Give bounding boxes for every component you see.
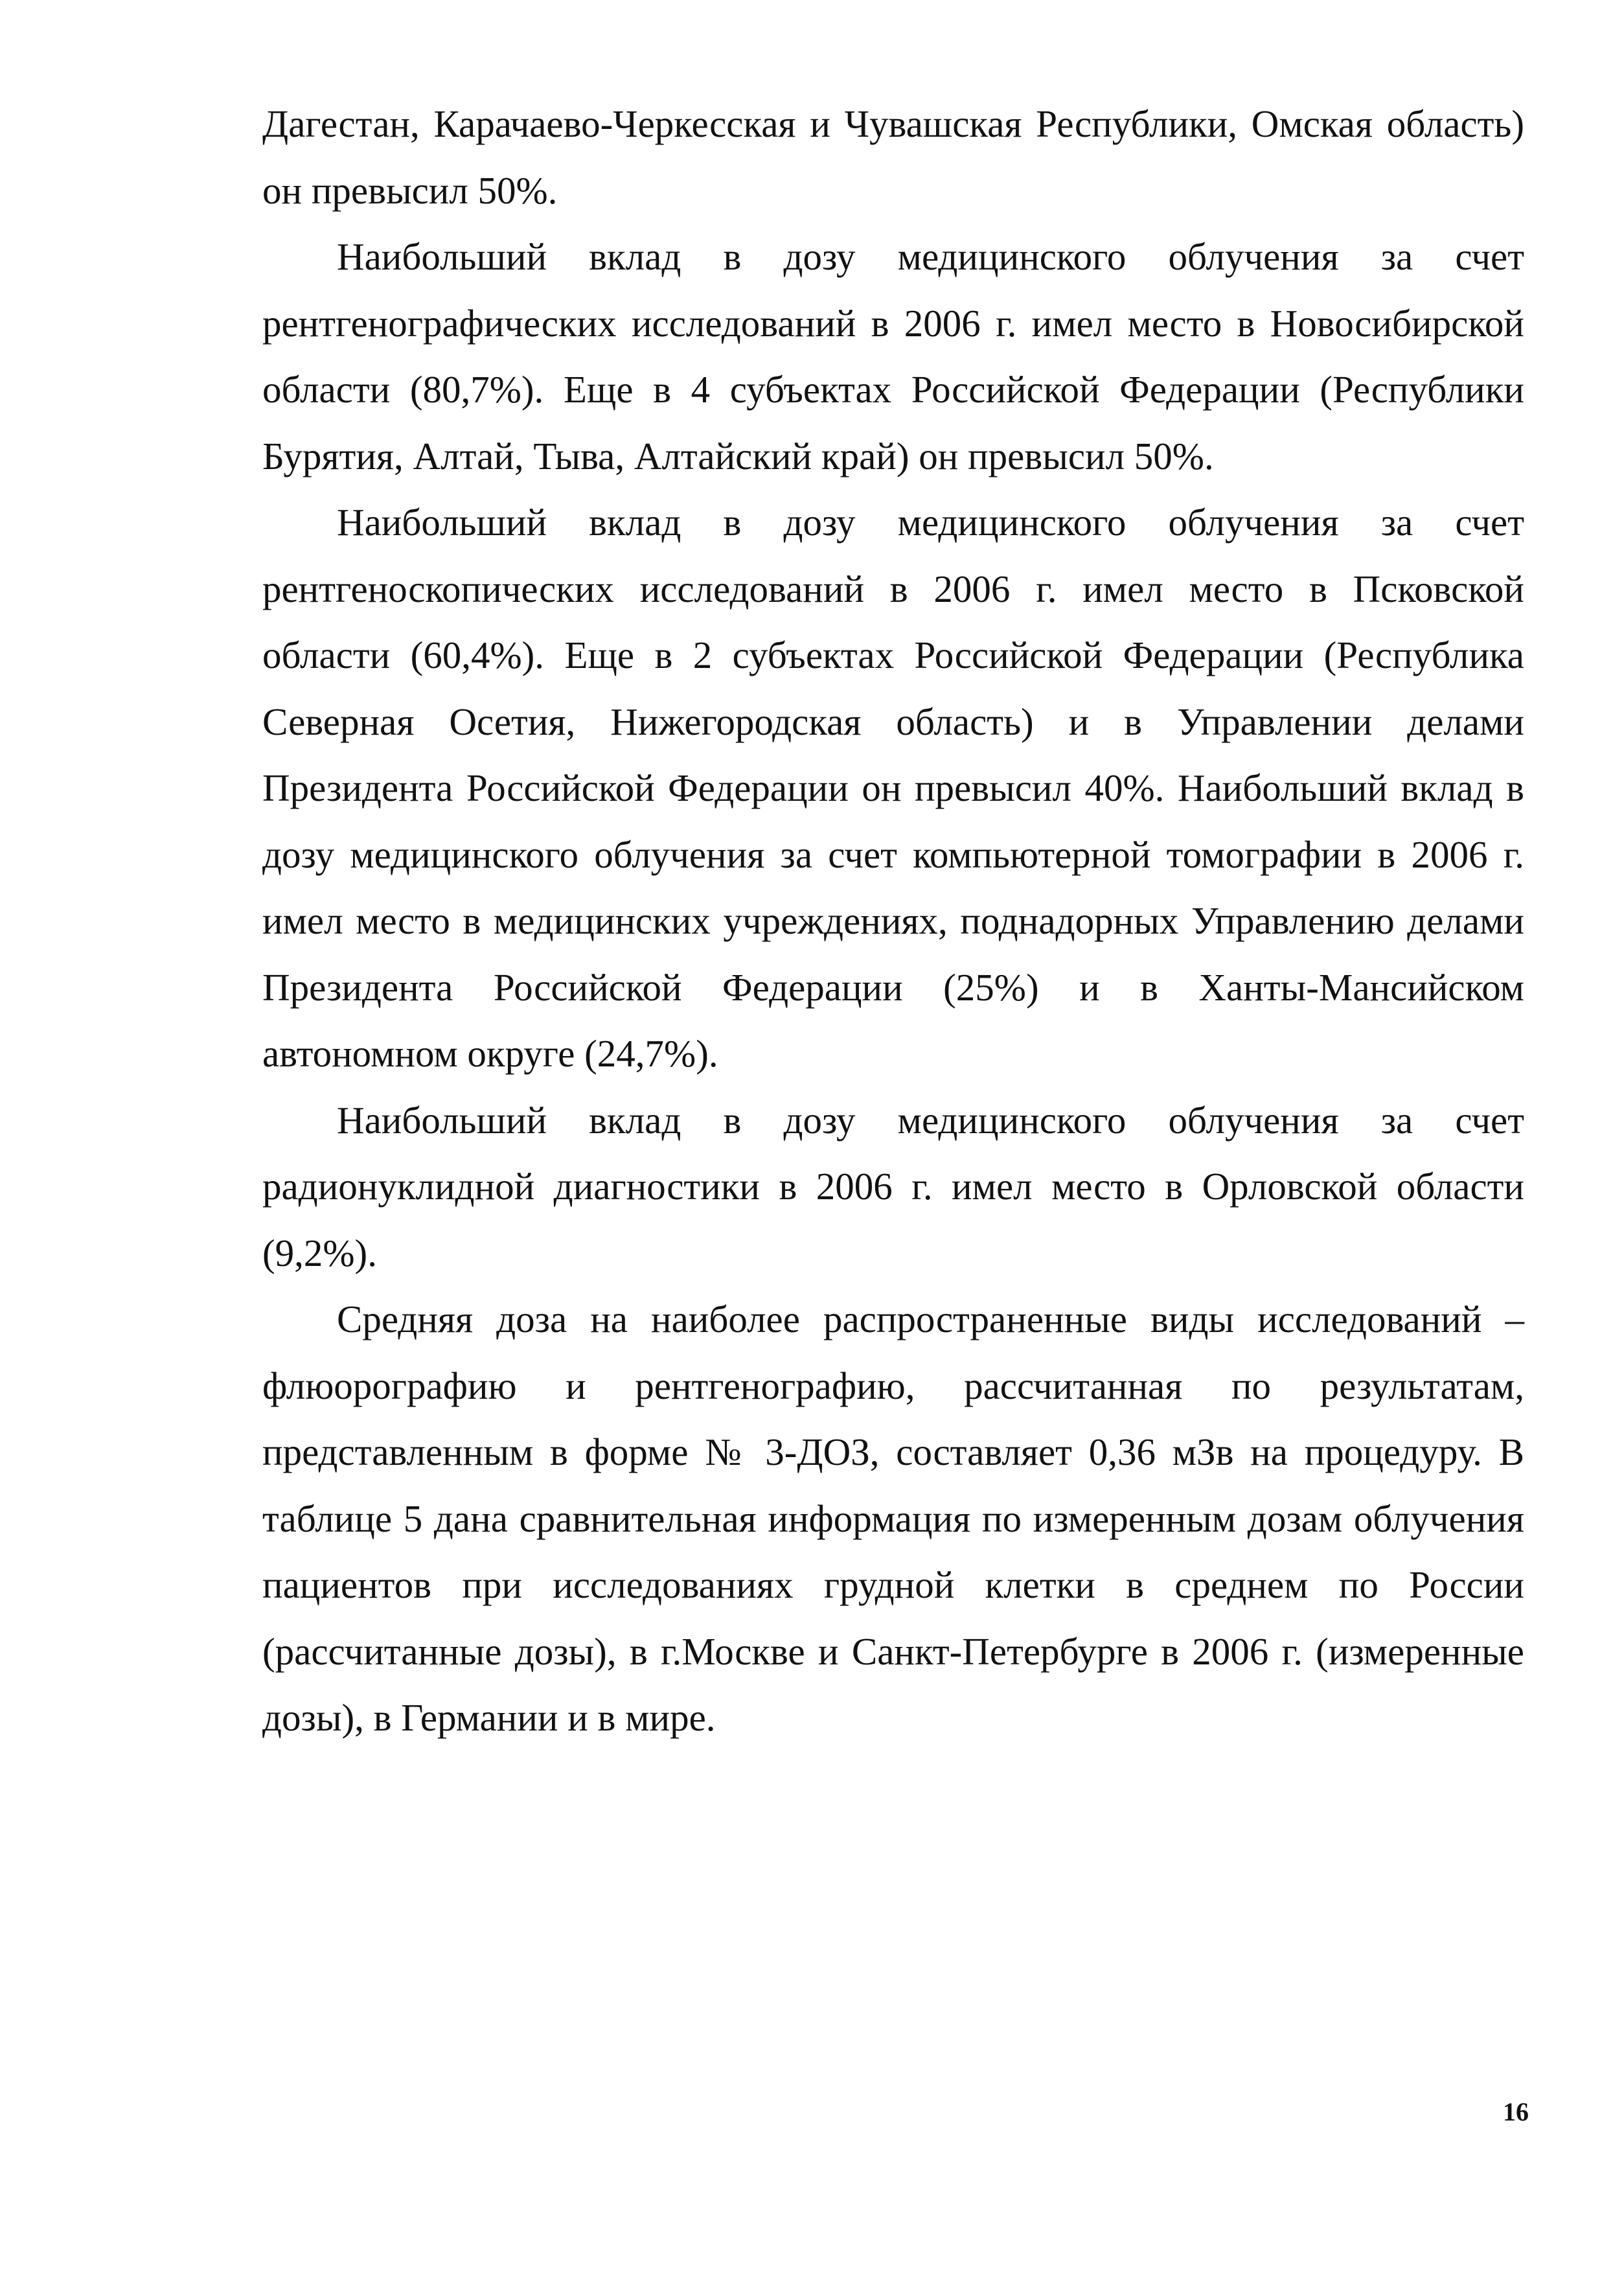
paragraph-radiography: Наибольший вклад в дозу медицинского облучения за счет рентгенографических исследований в 2006 г. имел место в Новосибирской области (80,7%). Еще в 4 субъектах Российской Федерации (Республики Бурятия, Алтай, Тыва, Алтайский край) он превысил 50%. [262,235,1524,477]
paragraph-fluoroscopy-ct: Наибольший вклад в дозу медицинского облучения за счет рентгеноскопических исследований в 2006 г. имел место в Псковской области (60,4%). Еще в 2 субъектах Российской Федерации (Республика Северная Осетия, Нижегородская область) и в Управлении делами Президента Российской Федерации он превысил 40%. Наибольший вклад в дозу медицинского облучения за счет компьютерной томографии в 2006 г. имел место в медицинских учреждениях, поднадорных Управлению делами Президента Российской Федерации (25%) и в Ханты-Мансийском автономном округе (24,7%). [262,501,1524,1075]
body-text [262,91,1524,1751]
paragraph-average-dose: Средняя доза на наиболее распространенные виды исследований – флюорографию и рентгенографию, рассчитанная по результатам, представленным в форме № 3-ДОЗ, составляет 0,36 мЗв на процедуру. В таблице 5 дана сравнительная информация по измеренным дозам облучения пациентов при исследованиях грудной клетки в среднем по России (рассчитанные дозы), в г.Москве и Санкт-Петербурге в 2006 г. (измеренные дозы), в Германии и в мире. [262,1298,1524,1739]
paragraph-radionuclide: Наибольший вклад в дозу медицинского облучения за счет радионуклидной диагностики в 2006 г. имел место в Орловской области (9,2%). [262,1098,1524,1274]
paragraph-continuation: Дагестан, Карачаево-Черкесская и Чувашская Республики, Омская область) он превысил 50%. [262,102,1524,212]
page-number: 16 [1503,2097,1529,2126]
